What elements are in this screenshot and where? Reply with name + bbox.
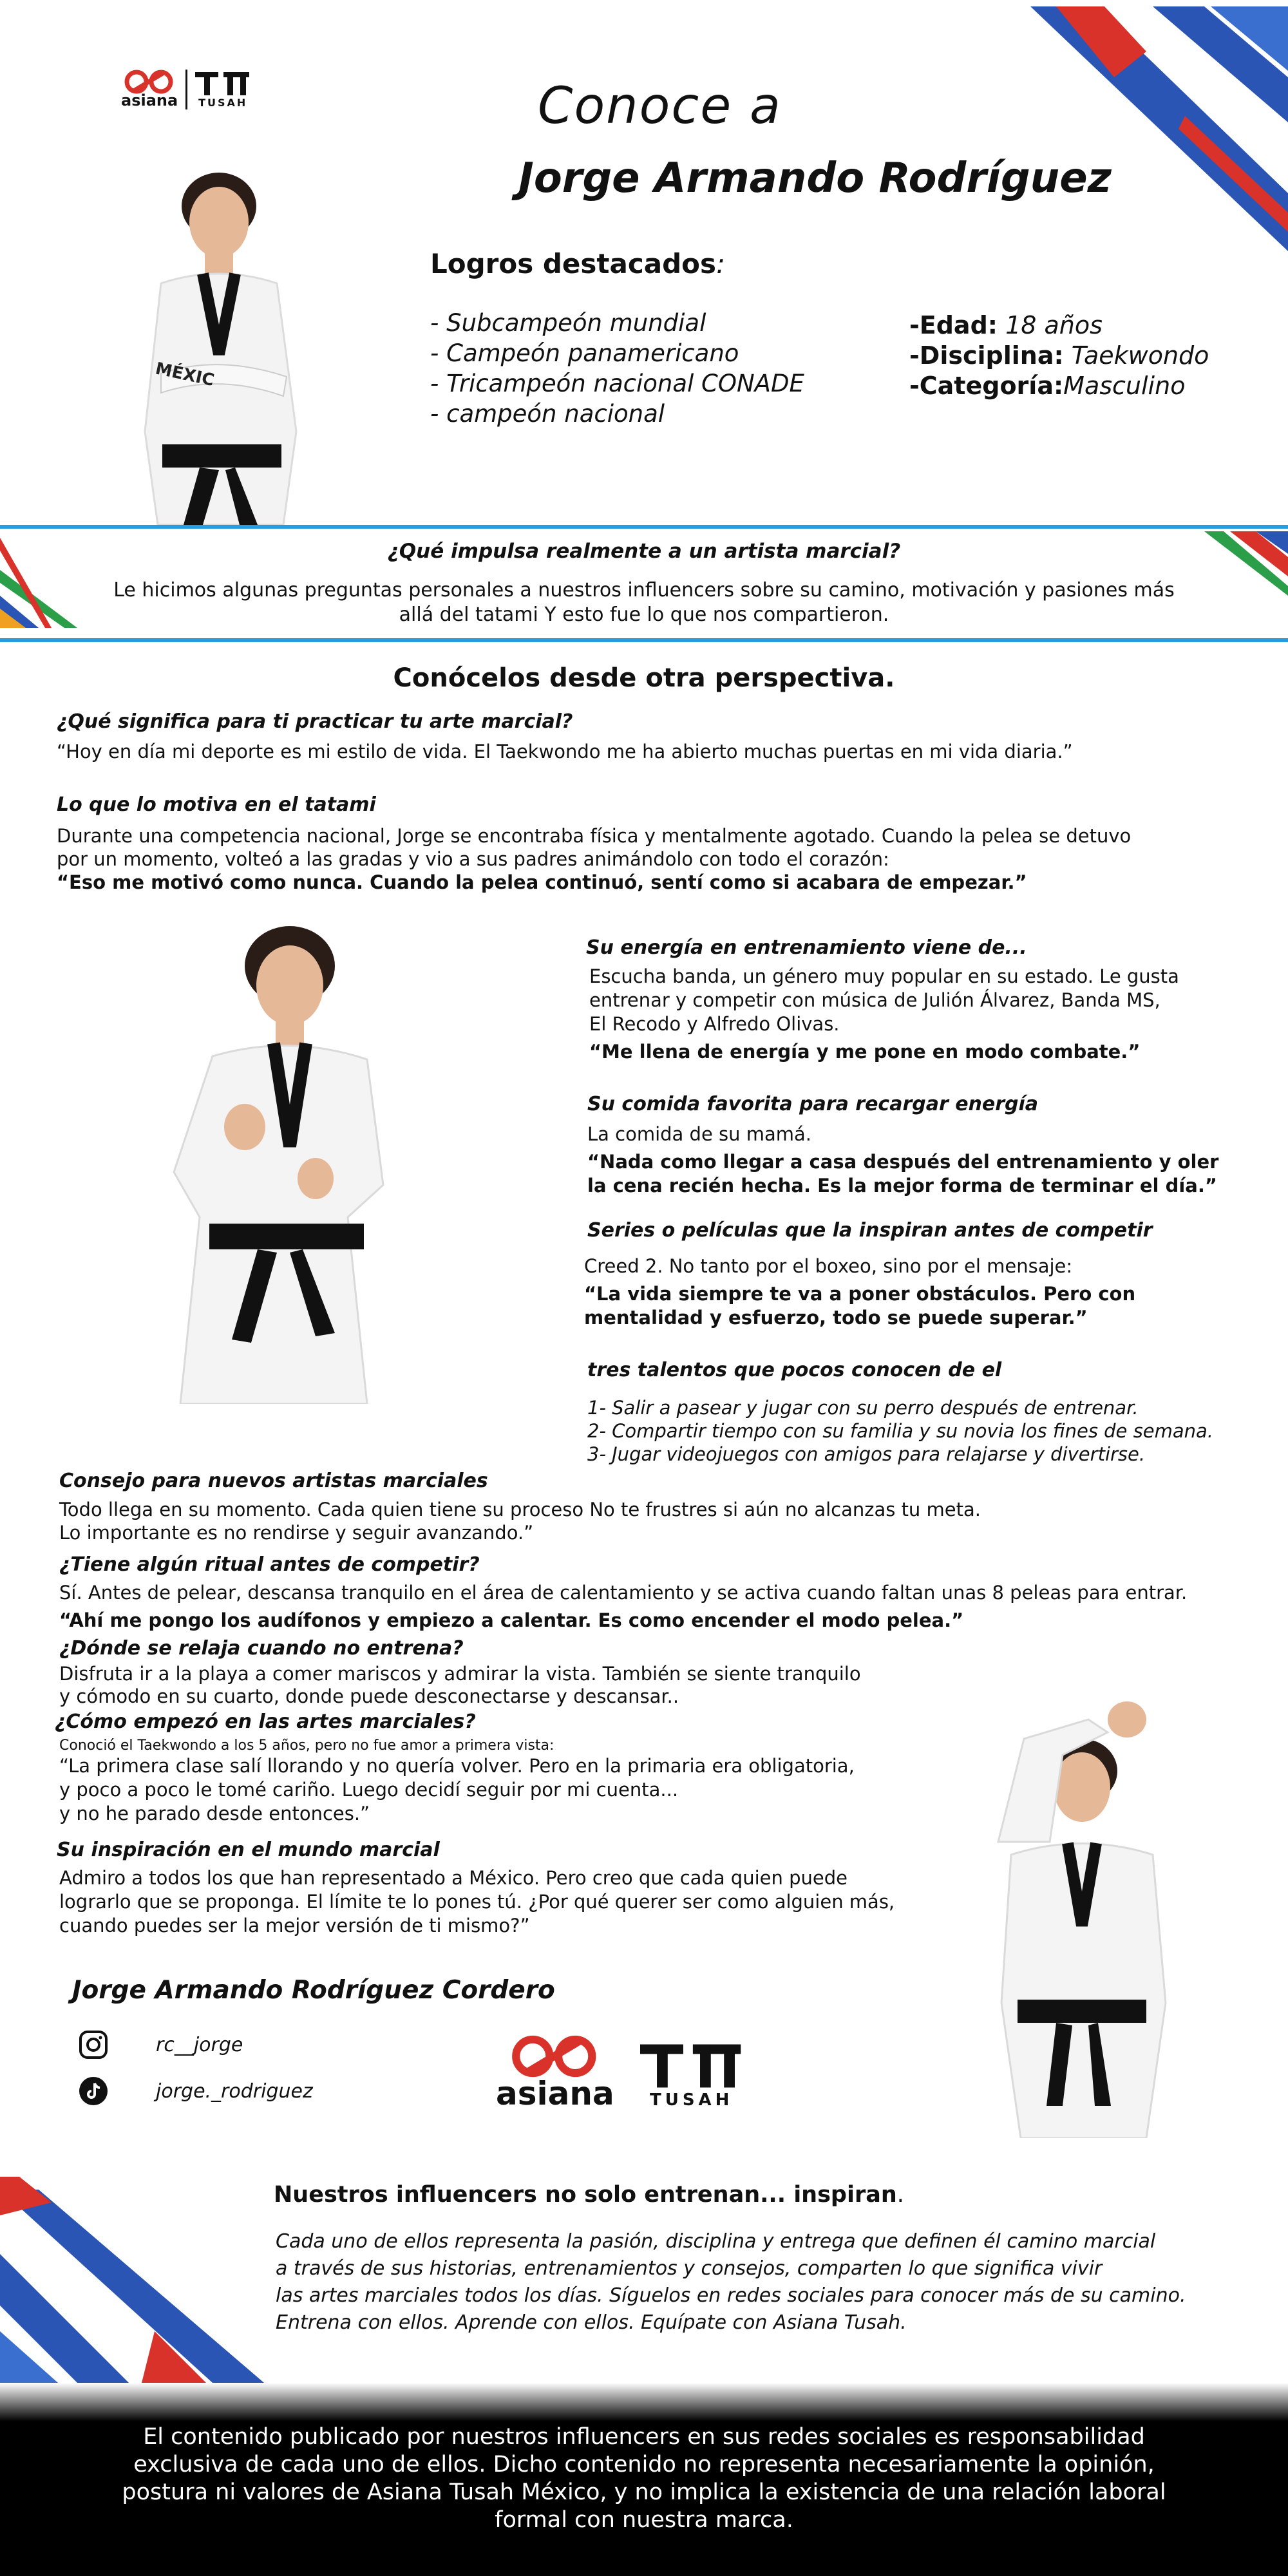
stat-disciplina xyxy=(909,341,1209,371)
question-significa: ¿Qué significa para ti practicar tu arte marcial? xyxy=(57,710,573,733)
answer-line: entrenar y competir con música de Julión Álvarez, Banda MS, xyxy=(589,989,1160,1011)
answer-como-empezo xyxy=(59,1738,855,1826)
logros-title-colon: : xyxy=(716,248,726,279)
header-conoce: Conoce a xyxy=(538,77,782,135)
answer-line: Todo llega en su momento. Cada quien tiene su proceso No te frustres si aún no alcanzas tu meta. xyxy=(59,1499,981,1520)
section-title-perspectiva: Conócelos desde otra perspectiva. xyxy=(393,663,895,693)
instagram-icon xyxy=(77,2029,109,2061)
athlete-stats xyxy=(909,310,1209,401)
asiana-wordmark: asiana xyxy=(121,91,178,109)
question-energia: Su energía en entrenamiento viene de... xyxy=(586,936,1027,959)
answer-line: y cómodo en su cuarto, donde puede desconectarse y descansar.. xyxy=(59,1685,679,1707)
stat-value: Masculino xyxy=(1063,372,1186,400)
answer-line: cuando puedes ser la mejor versión de ti mismo?” xyxy=(59,1915,530,1937)
question-consejo: Consejo para nuevos artistas marciales xyxy=(59,1470,488,1492)
answer-line: Conoció el Taekwondo a los 5 años, pero no fue amor a primera vista: xyxy=(59,1738,554,1754)
stat-label: -Edad: xyxy=(909,311,998,339)
band-text: Le hicimos algunas preguntas personales a nuestros influencers sobre su camino, motivación y pasiones más allá del tatami Y esto fue lo que nos compartieron. xyxy=(113,579,1175,626)
profile-full-name: Jorge Armando Rodríguez Cordero xyxy=(72,1976,555,2005)
logro-item: - Campeón panamericano xyxy=(430,339,739,367)
question-relaja: ¿Dónde se relaja cuando no entrena? xyxy=(59,1637,464,1660)
athlete-photo-fighting-stance xyxy=(155,914,399,1404)
stat-value: 18 años xyxy=(1005,311,1103,339)
answer-inspiracion xyxy=(59,1866,895,1938)
answer-quote: “Eso me motivó como nunca. Cuando la pelea continuó, sentí como si acabara de empezar.” xyxy=(57,871,1027,893)
question-como-empezo: ¿Cómo empezó en las artes marciales? xyxy=(55,1710,476,1733)
header-athlete-name: Jorge Armando Rodríguez xyxy=(518,155,1112,202)
question-comida: Su comida favorita para recargar energía xyxy=(587,1093,1039,1115)
instagram-handle[interactable]: rc__jorge xyxy=(156,2033,243,2056)
closing-line: Entrena con ellos. Aprende con ellos. Equípate con Asiana Tusah. xyxy=(276,2311,907,2334)
athlete-photo-arms-crossed xyxy=(122,161,316,525)
answer-comida xyxy=(587,1122,1218,1198)
closing-line: las artes marciales todos los días. Síguelos en redes sociales para conocer más de su camino. xyxy=(276,2284,1186,2307)
band-question: ¿Qué impulsa realmente a un artista marcial? xyxy=(387,540,901,563)
list-item: 3- Jugar videojuegos con amigos para relajarse y divertirse. xyxy=(587,1443,1146,1465)
logros-title-text: Logros destacados xyxy=(430,248,716,279)
athlete-photo-arm-raised xyxy=(985,1694,1179,2138)
question-talentos: tres talentos que pocos conocen de el xyxy=(587,1359,1002,1381)
question-inspiracion: Su inspiración en el mundo marcial xyxy=(57,1839,440,1861)
stat-edad xyxy=(909,310,1209,341)
closing-title-text: Nuestros influencers no solo entrenan... inspiran xyxy=(274,2182,897,2208)
tusah-logo-icon xyxy=(640,2041,743,2090)
brand-logo-top xyxy=(121,70,251,109)
answer-consejo xyxy=(59,1498,981,1544)
question-series: Series o películas que la inspiran antes de competir xyxy=(587,1219,1153,1242)
closing-line: a través de sus historias, entrenamientos y consejos, comparten lo que significa vivir xyxy=(276,2257,1103,2280)
decorative-stripes-top-right xyxy=(1018,0,1288,270)
answer-quote: “Me llena de energía y me pone en modo combate.” xyxy=(589,1041,1141,1063)
answer-talentos xyxy=(587,1396,1213,1466)
footer-disclaimer: El contenido publicado por nuestros influencers en sus redes sociales es responsabilidad exclusiva de cada uno de ellos. Dicho contenido no representa necesariamente la opinión, postura ni valores de Asiana Tusah México, y no implica la existencia de una relación laboral formal con nuestra marca. xyxy=(122,2424,1166,2533)
answer-relaja xyxy=(59,1663,861,1708)
stat-value: Taekwondo xyxy=(1071,341,1209,370)
answer-line: Creed 2. No tanto por el boxeo, sino por el mensaje: xyxy=(584,1255,1073,1277)
social-tiktok[interactable] xyxy=(77,2075,313,2107)
question-motiva: Lo que lo motiva en el tatami xyxy=(57,793,376,816)
asiana-logo-icon xyxy=(124,70,175,94)
brand-logo-bottom xyxy=(496,2035,743,2110)
asiana-wordmark: asiana xyxy=(496,2075,614,2112)
question-ritual: ¿Tiene algún ritual antes de competir? xyxy=(59,1553,480,1576)
logros-list xyxy=(430,308,804,429)
closing-line: Cada uno de ellos representa la pasión, disciplina y entrega que definen él camino marcial xyxy=(276,2230,1156,2253)
logro-item: - Tricampeón nacional CONADE xyxy=(430,370,804,397)
svg-text:MÉXIC: MÉXIC xyxy=(153,359,216,391)
answer-quote: “La vida siempre te va a poner obstáculos. Pero con xyxy=(584,1283,1136,1305)
tusah-wordmark: TUSAH xyxy=(649,2090,734,2110)
answer-significa: “Hoy en día mi deporte es mi estilo de vida. El Taekwondo me ha abierto muchas puertas en mi vida diaria.” xyxy=(57,741,1073,762)
answer-line: “La primera clase salí llorando y no quería volver. Pero en la primaria era obligatoria, xyxy=(59,1755,855,1777)
answer-line: Durante una competencia nacional, Jorge se encontraba física y mentalmente agotado. Cuando la pelea se detuvo xyxy=(57,825,1132,847)
decorative-stripes-bottom-left xyxy=(0,2177,283,2383)
tusah-wordmark: TUSAH xyxy=(198,96,248,109)
tusah-logo-icon xyxy=(195,71,251,97)
answer-quote: la cena recién hecha. Es la mejor forma de terminar el día.” xyxy=(587,1175,1217,1197)
answer-line: El Recodo y Alfredo Olivas. xyxy=(589,1013,840,1035)
answer-line: Admiro a todos los que han representado a México. Pero creo que cada quien puede xyxy=(59,1867,848,1889)
tiktok-icon xyxy=(77,2075,109,2107)
tiktok-handle[interactable]: jorge._rodriguez xyxy=(156,2079,313,2103)
answer-quote: “Ahí me pongo los audífonos y empiezo a calentar. Es como encender el modo pelea.” xyxy=(59,1609,964,1631)
list-item: 2- Compartir tiempo con su familia y su novia los fines de semana. xyxy=(587,1420,1213,1442)
closing-title-dot: . xyxy=(896,2182,904,2208)
answer-line: Escucha banda, un género muy popular en su estado. Le gusta xyxy=(589,965,1179,987)
answer-line: lograrlo que se proponga. El límite te lo pones tú. ¿Por qué querer ser como alguien más, xyxy=(59,1891,895,1913)
list-item: 1- Salir a pasear y jugar con su perro después de entrenar. xyxy=(587,1397,1139,1419)
closing-text xyxy=(276,2228,1186,2336)
logro-item: - Subcampeón mundial xyxy=(430,309,706,337)
closing-title xyxy=(274,2182,904,2208)
asiana-logo-icon xyxy=(510,2035,600,2078)
answer-quote: mentalidad y esfuerzo, todo se puede superar.” xyxy=(584,1307,1088,1329)
answer-line: La comida de su mamá. xyxy=(587,1123,811,1145)
answer-line: Sí. Antes de pelear, descansa tranquilo en el área de calentamiento y se activa cuando faltan unas 8 peleas para entrar. xyxy=(59,1582,1188,1604)
answer-series xyxy=(584,1255,1135,1330)
stat-label: -Disciplina: xyxy=(909,341,1064,370)
answer-line: por un momento, volteó a las gradas y vio a sus padres animándolo con todo el corazón: xyxy=(57,848,889,870)
answer-motiva xyxy=(57,824,1131,894)
social-instagram[interactable] xyxy=(77,2029,243,2061)
answer-line: y poco a poco le tomé cariño. Luego decidí seguir por mi cuenta... xyxy=(59,1779,679,1801)
answer-line: Disfruta ir a la playa a comer mariscos y admirar la vista. También se siente tranquilo xyxy=(59,1663,861,1685)
answer-energia xyxy=(589,965,1179,1064)
logros-title xyxy=(430,248,725,279)
answer-line: Lo importante es no rendirse y seguir avanzando.” xyxy=(59,1522,534,1544)
stat-label: -Categoría: xyxy=(909,372,1064,400)
answer-ritual xyxy=(59,1581,1187,1633)
stat-categoria xyxy=(909,371,1209,401)
logro-item: - campeón nacional xyxy=(430,400,665,428)
answer-line: y no he parado desde entonces.” xyxy=(59,1803,370,1824)
answer-quote: “Nada como llegar a casa después del entrenamiento y oler xyxy=(587,1151,1219,1173)
